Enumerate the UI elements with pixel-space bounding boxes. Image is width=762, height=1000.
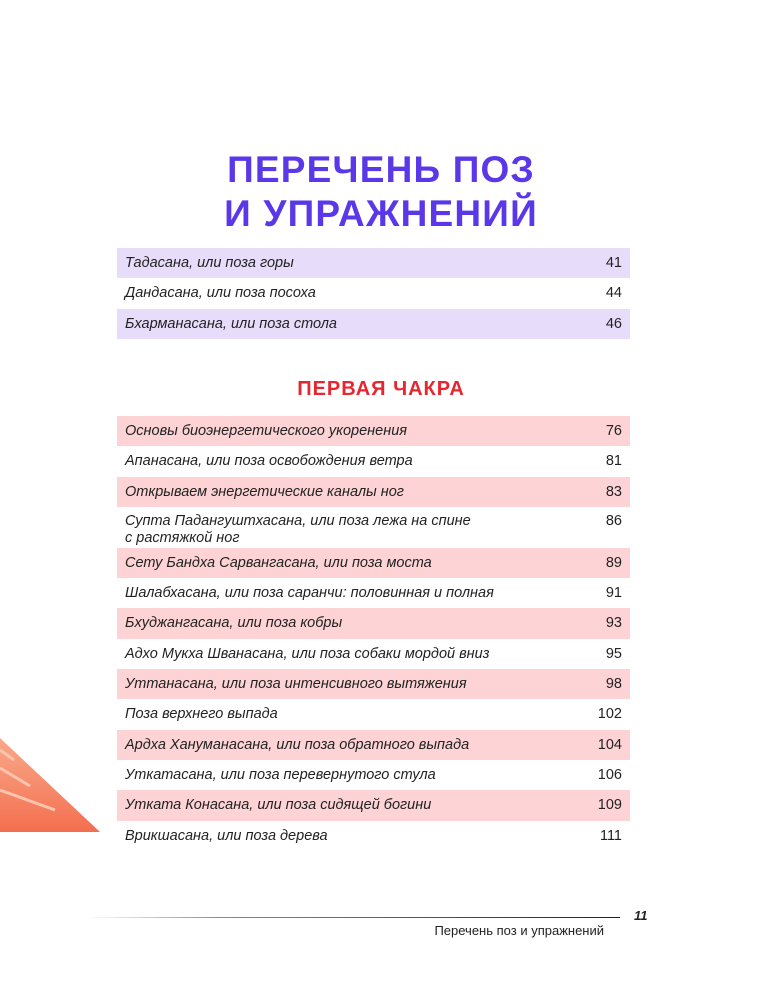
toc-entry-title: Уттанасана, или поза интенсивного вытяжения xyxy=(125,676,467,693)
toc-row xyxy=(117,416,630,446)
toc-page-number: 104 xyxy=(597,736,622,753)
toc-row xyxy=(117,248,630,278)
toc-entry-title: Супта Падангуштхасана, или поза лежа на спине с растяжкой ног xyxy=(125,512,471,546)
toc-entry-title: Сету Бандха Сарвангасана, или поза моста xyxy=(125,554,432,571)
toc-page-number: 98 xyxy=(605,676,622,693)
toc-page-number: 95 xyxy=(605,645,622,662)
toc-page-number: 76 xyxy=(605,423,622,439)
intro-pose-list xyxy=(117,248,630,339)
toc-row xyxy=(117,730,630,760)
toc-entry-title: Бхарманасана, или поза стола xyxy=(125,315,337,332)
toc-entry-title: Ардха Хануманасана, или поза обратного выпада xyxy=(125,736,470,753)
toc-row xyxy=(117,790,630,820)
toc-entry-title: Адхо Мукха Шванасана, или поза собаки мордой вниз xyxy=(125,645,490,662)
page-title-line-1: ПЕРЕЧЕНЬ ПОЗ xyxy=(227,149,535,190)
toc-row xyxy=(117,446,630,476)
page-title-line-2: И УПРАЖНЕНИЙ xyxy=(224,193,538,234)
toc-row xyxy=(117,278,630,308)
toc-entry-title: Утката Конасана, или поза сидящей богини xyxy=(125,797,432,814)
toc-entry-title: Бхуджангасана, или поза кобры xyxy=(125,615,343,632)
toc-entry-title: Основы биоэнергетического укоренения xyxy=(125,423,407,439)
first-chakra-pose-list xyxy=(117,416,630,851)
toc-row xyxy=(117,309,630,339)
page-title xyxy=(0,148,762,236)
toc-row xyxy=(117,760,630,790)
toc-entry-title: Тадасана, или поза горы xyxy=(125,255,294,271)
toc-row xyxy=(117,608,630,638)
decorative-triangle-shape xyxy=(0,738,100,832)
section-title: ПЕРВАЯ ЧАКРА xyxy=(297,378,465,400)
toc-page-number: 102 xyxy=(597,706,622,723)
toc-row xyxy=(117,578,630,608)
toc-page-number: 93 xyxy=(605,615,622,632)
page-number: 11 xyxy=(634,908,648,923)
running-title: Перечень поз и упражнений xyxy=(434,923,604,938)
toc-page-number: 46 xyxy=(605,315,622,332)
toc-entry-title: Дандасана, или поза посоха xyxy=(125,285,316,302)
toc-row xyxy=(117,548,630,578)
toc-entry-title: Шалабхасана, или поза саранчи: половинная и полная xyxy=(125,585,494,602)
toc-entry-title: Врикшасана, или поза дерева xyxy=(125,827,328,844)
toc-page-number: 81 xyxy=(605,453,622,470)
toc-entry-title: Поза верхнего выпада xyxy=(125,706,278,723)
toc-page-number: 41 xyxy=(605,255,622,271)
toc-page-number: 109 xyxy=(597,797,622,814)
toc-row xyxy=(117,821,630,851)
toc-page-number: 44 xyxy=(605,285,622,302)
toc-row xyxy=(117,507,630,548)
toc-row xyxy=(117,639,630,669)
toc-page-number: 86 xyxy=(605,512,622,529)
toc-row xyxy=(117,669,630,699)
toc-row xyxy=(117,477,630,507)
toc-entry-title: Уткатасана, или поза перевернутого стула xyxy=(125,766,436,783)
toc-page-number: 91 xyxy=(605,585,622,602)
toc-page-number: 106 xyxy=(597,766,622,783)
footer-rule xyxy=(88,917,620,918)
toc-entry-title: Открываем энергетические каналы ног xyxy=(125,483,404,500)
toc-row xyxy=(117,699,630,729)
toc-page-number: 89 xyxy=(605,554,622,571)
toc-page-number: 111 xyxy=(599,827,622,844)
toc-page-number: 83 xyxy=(605,483,622,500)
toc-entry-title: Апанасана, или поза освобождения ветра xyxy=(125,453,413,470)
